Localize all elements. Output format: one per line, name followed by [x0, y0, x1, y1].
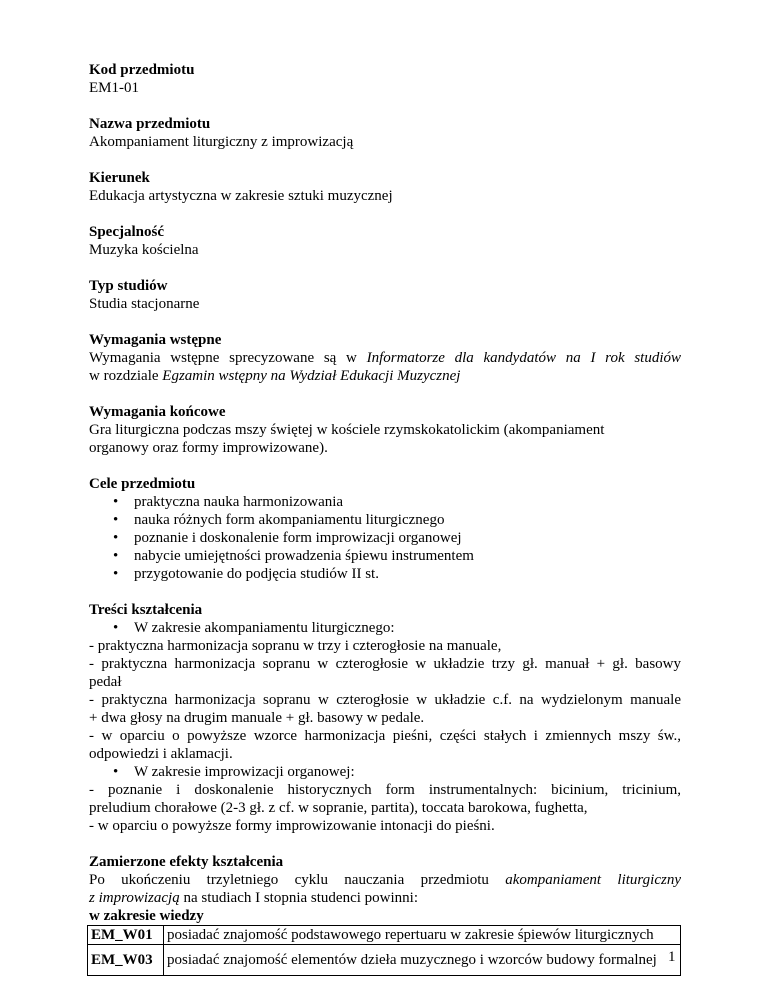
specialty-value: Muzyka kościelna	[89, 242, 199, 258]
content-line: - praktyczna harmonizacja sopranu w czterogłosie w układzie trzy gł. manuał + gł. basowy	[89, 656, 681, 672]
content-line: odpowiedzi i aklamacji.	[89, 746, 233, 762]
table-row	[88, 926, 681, 945]
list-item: • poznanie i doskonalenie form improwizacji organowej	[89, 529, 681, 547]
prerequisites-line-2	[89, 367, 681, 385]
outcomes-line-2	[89, 889, 681, 907]
goals-list	[89, 493, 681, 583]
course-name-value: Akompaniament liturgiczny z improwizacją	[89, 134, 354, 150]
content-line: + dwa głosy na drugim manuale + gł. basowy w pedale.	[89, 710, 425, 726]
outcomes-italic-1: akompaniament liturgiczny	[505, 872, 682, 888]
study-type-value: Studia stacjonarne	[89, 296, 200, 312]
outcome-code: EM_W03	[88, 945, 164, 976]
content-bullet-1: • W zakresie akompaniamentu liturgicznego:	[89, 619, 681, 637]
prerequisites-text-1: Wymagania wstępne sprecyzowane są w	[89, 350, 357, 366]
outcomes-text-2: na studiach I stopnia studenci powinni:	[183, 890, 418, 906]
outcomes-label: Zamierzone efekty kształcenia	[89, 854, 284, 870]
list-item: • praktyczna nauka harmonizowania	[89, 493, 681, 511]
list-item: • nabycie umiejętności prowadzenia śpiewu instrumentem	[89, 547, 681, 565]
goals-section	[89, 475, 681, 583]
field-value: Edukacja artystyczna w zakresie sztuki muzycznej	[89, 188, 393, 204]
field-label: Kierunek	[89, 170, 150, 186]
course-code-section	[89, 61, 681, 97]
outcome-text: posiadać znajomość podstawowego repertuaru w zakresie śpiewów liturgicznych	[164, 926, 681, 945]
goals-label: Cele przedmiotu	[89, 476, 196, 492]
knowledge-label: w zakresie wiedzy	[89, 908, 204, 924]
outcome-text: posiadać znajomość elementów dzieła muzycznego i wzorców budowy formalnej	[164, 945, 681, 976]
outcomes-text-1: Po ukończeniu trzyletniego cyklu nauczania przedmiotu	[89, 872, 489, 888]
content-line: - w oparciu o powyższe wzorce harmonizacja pieśni, części stałych i zmiennych mszy św.,	[89, 728, 681, 744]
content-line: - praktyczna harmonizacja sopranu w czterogłosie w układzie c.f. na wydzielonym manuale	[89, 692, 681, 708]
field-section	[89, 169, 681, 205]
content-label: Treści kształcenia	[89, 602, 203, 618]
content-bullet-2: • W zakresie improwizacji organowej:	[89, 763, 681, 781]
content-line: pedał	[89, 674, 122, 690]
prerequisites-text-2: w rozdziale	[89, 368, 159, 384]
outcome-code: EM_W01	[88, 926, 164, 945]
content-line: - praktyczna harmonizacja sopranu w trzy i czterogłosie na manuale,	[89, 638, 502, 654]
course-name-label: Nazwa przedmiotu	[89, 116, 211, 132]
prerequisites-line-1	[89, 349, 681, 367]
list-item: • przygotowanie do podjęcia studiów II st.	[89, 565, 681, 583]
prerequisites-section	[89, 331, 681, 385]
specialty-label: Specjalność	[89, 224, 164, 240]
prerequisites-label: Wymagania wstępne	[89, 332, 222, 348]
content-line: preludium chorałowe (2-3 gł. z cf. w sopranie, partita), toccata barokowa, fughetta,	[89, 800, 588, 816]
outcomes-line-1	[89, 871, 681, 889]
study-type-label: Typ studiów	[89, 278, 168, 294]
content-line: - poznanie i doskonalenie historycznych form instrumentalnych: bicinium, tricinium,	[89, 782, 681, 798]
outcomes-table	[87, 925, 681, 976]
document-page	[89, 61, 681, 976]
final-requirements-line-2: organowy oraz formy improwizowane).	[89, 440, 328, 456]
course-name-section	[89, 115, 681, 151]
outcomes-italic-2: z improwizacją	[89, 890, 180, 906]
list-item: • nauka różnych form akompaniamentu liturgicznego	[89, 511, 681, 529]
final-requirements-line-1: Gra liturgiczna podczas mszy świętej w kościele rzymskokatolickim (akompaniament	[89, 422, 605, 438]
final-requirements-label: Wymagania końcowe	[89, 404, 226, 420]
content-line: - w oparciu o powyższe formy improwizowanie intonacji do pieśni.	[89, 818, 495, 834]
table-row	[88, 945, 681, 976]
prerequisites-italic-1: Informatorze dla kandydatów na I rok studiów	[366, 350, 681, 366]
content-section	[89, 601, 681, 835]
prerequisites-italic-2: Egzamin wstępny na Wydział Edukacji Muzycznej	[162, 368, 461, 384]
course-code-label: Kod przedmiotu	[89, 62, 195, 78]
page-number: 1	[668, 949, 676, 965]
course-code-value: EM1-01	[89, 80, 139, 96]
final-requirements-section	[89, 403, 681, 457]
outcomes-section	[89, 853, 681, 976]
specialty-section	[89, 223, 681, 259]
study-type-section	[89, 277, 681, 313]
